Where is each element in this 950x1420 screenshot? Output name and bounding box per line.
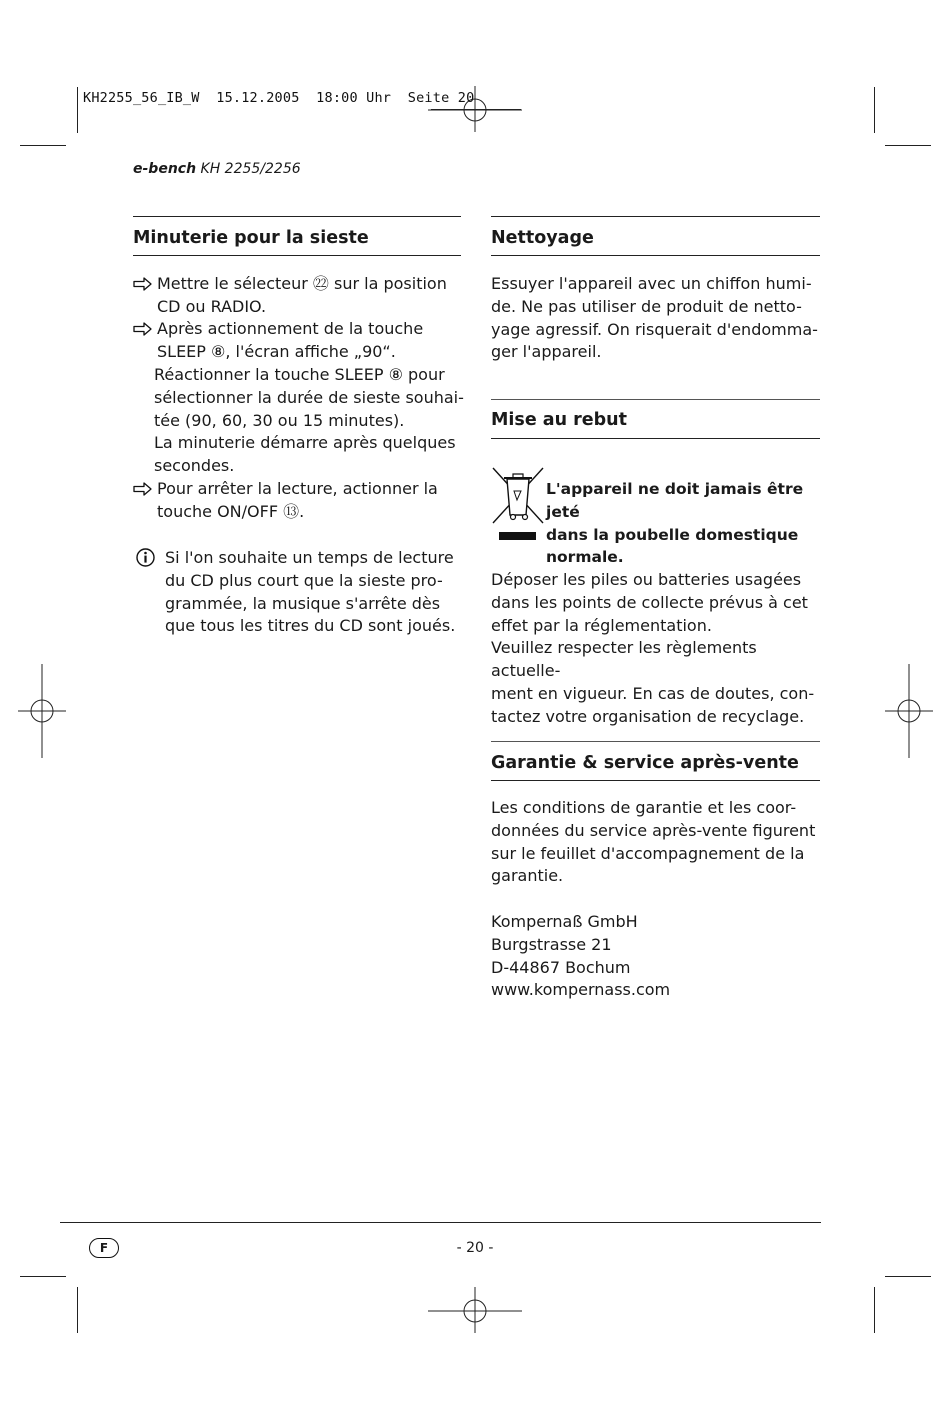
warranty-text [491,797,826,888]
list-item [157,478,467,524]
print-slug: KH2255_56_IB_W 15.12.2005 18:00 Uhr Seite 20 [83,90,475,106]
section-title-disposal: Mise au rebut [491,410,628,430]
arrow-right-icon [133,322,153,336]
paragraph: Déposer les piles ou batteries usagées dans les points de collecte prévus à cet effet par la réglementation. Veuillez respecter les règlements actuelle- ment en vigueur. En cas de doutes, con- tactez votre organisation de recyclage. [491,570,815,726]
paragraph: Essuyer l'appareil avec un chiffon humi- de. Ne pas utiliser de produit de netto- yage agressif. On risquerait d'endomma- ger l'appareil. [491,274,818,362]
crossed-out-wheelie-bin-icon [491,466,545,544]
model-number: KH 2255/2256 [196,161,301,177]
list-item-text: Après actionnement de la touche SLEEP ⑧, l'écran affiche „90“. [157,319,424,361]
slug-underline [431,109,521,110]
section-rule-bottom [491,780,820,781]
paragraph: Réactionner la touche SLEEP ⑧ pour sélectionner la durée de sieste souhai- tée (90, 60, 30 ou 15 minutes). La minuterie démarre après quelques secondes. [154,365,464,476]
company-address [491,911,826,1002]
list-item [157,318,467,364]
address: Kompernaß GmbH Burgstrasse 21 D-44867 Bochum www.kompernass.com [491,912,671,1000]
disposal-text [491,569,826,729]
paragraph: Si l'on souhaite un temps de lecture du CD plus court que la sieste pro- grammée, la musique s'arrête dès que tous les titres du CD sont joués. [165,548,456,636]
section-rule-top [491,399,820,400]
section-rule-top [133,216,461,217]
section-rule-bottom [491,255,820,256]
list-item-text: Mettre le sélecteur ㉒ sur la position CD ou RADIO. [157,274,447,316]
section-rule-top [491,741,820,742]
info-circle-icon [136,548,155,567]
list-item-continuation [154,364,464,478]
list-item-text: Pour arrêter la lecture, actionner la touche ON/OFF ⑬. [157,479,438,521]
section-title-cleaning: Nettoyage [491,228,594,248]
arrow-right-icon [133,482,153,496]
section-rule-bottom [133,255,461,256]
page-number: - 20 - [456,1240,494,1256]
section-rule-bottom [491,438,820,439]
cleaning-text [491,273,826,364]
paragraph: Les conditions de garantie et les coor- données du service après-vente figurent sur le feuillet d'accompagnement de la garantie. [491,798,816,886]
info-note [165,547,465,638]
section-title-timer: Minuterie pour la sieste [133,228,369,248]
disposal-warning: L'appareil ne doit jamais être jeté dans la poubelle domestique normale. [546,480,804,567]
list-item [157,273,467,319]
running-header [133,161,301,177]
brand-name: e-bench [133,161,197,177]
arrow-right-icon [133,277,153,291]
registration-mark-left [18,664,66,758]
section-title-warranty: Garantie & service après-vente [491,753,799,773]
footer-rule [60,1222,821,1223]
registration-mark-bottom [428,1287,524,1335]
registration-mark-right [885,664,933,758]
section-rule-top [491,216,820,217]
language-badge: F [89,1238,119,1258]
